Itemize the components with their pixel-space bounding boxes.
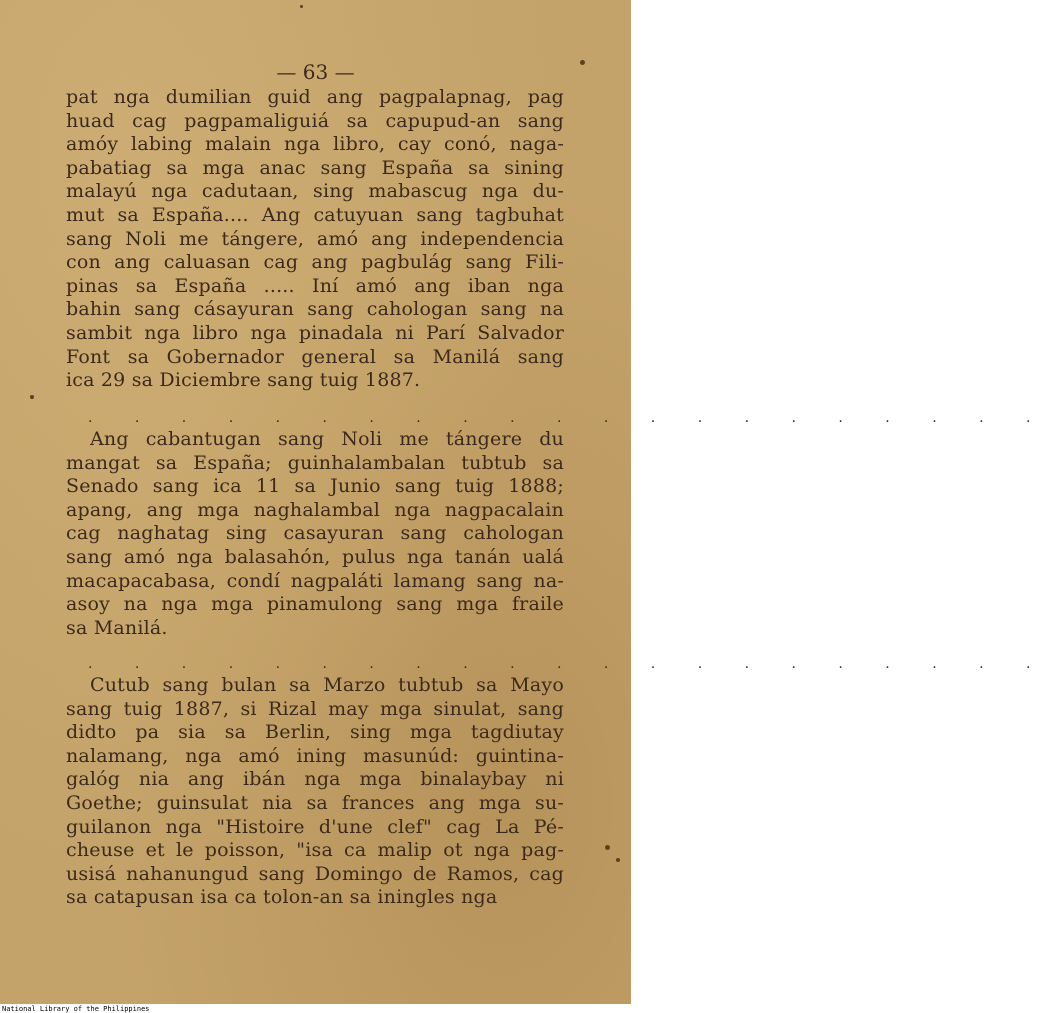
text-line: huad cag pagpamaliguiá sa capupud-an sang — [66, 109, 564, 132]
paragraph-1 — [66, 86, 564, 393]
paragraph-3 — [66, 674, 564, 910]
paper-speck — [616, 858, 620, 862]
text-line: bahin sang cásayuran sang cahologan sang na — [66, 298, 564, 321]
text-line: Goethe; guinsulat nia sa frances ang mga su- — [66, 791, 564, 814]
text-line: Senado sang ica 11 sa Junio sang tuig 1888; — [66, 475, 564, 498]
text-line: usisá nahanungud sang Domingo de Ramos, cag — [66, 862, 564, 885]
text-line: mangat sa España; guinhalambalan tubtub sa — [66, 451, 564, 474]
text-line: amóy labing malain nga libro, cay conó, naga- — [66, 133, 564, 156]
text-line: asoy na nga mga pinamulong sang mga fraile — [66, 593, 564, 616]
paper-speck — [300, 5, 303, 8]
library-credit: National Library of the Philippines — [2, 1005, 150, 1013]
text-line: cheuse et le poisson, "isa ca malip ot nga pag- — [66, 839, 564, 862]
text-line: sambit nga libro nga pinadala ni Parí Salvador — [66, 321, 564, 344]
text-line: pabatiag sa mga anac sang España sa sining — [66, 156, 564, 179]
paper-speck — [30, 395, 34, 399]
text-line: didto pa sia sa Berlin, sing mga tagdiutay — [66, 721, 564, 744]
text-line: pat nga dumilian guid ang pagpalapnag, pag — [66, 86, 564, 108]
text-line: malayú nga cadutaan, sing mabascug nga du- — [66, 180, 564, 203]
text-line: mut sa España.... Ang catuyuan sang tagbuhat — [66, 203, 564, 226]
paragraph-2 — [66, 428, 564, 640]
section-separator: . . . . . . . . . . . . . . . . . . . . . — [88, 410, 1049, 426]
text-line: Cutub sang bulan sa Marzo tubtub sa Mayo — [90, 674, 564, 696]
text-line: Font sa Gobernador general sa Manilá sang — [66, 345, 564, 368]
text-line: nalamang, nga amó ining masunúd: guintina- — [66, 744, 564, 767]
text-line: sang Noli me tángere, amó ang independencia — [66, 227, 564, 250]
text-line: ica 29 sa Diciembre sang tuig 1887. — [66, 369, 421, 392]
text-line: sang tuig 1887, si Rizal may mga sinulat, sang — [66, 697, 564, 720]
text-line: cag naghatag sing casayuran sang cahologan — [66, 522, 564, 545]
text-line: con ang caluasan cag ang pagbulág sang Fili- — [66, 251, 564, 274]
text-line: pinas sa España ..... Iní amó ang iban nga — [66, 274, 564, 297]
paper-speck — [605, 845, 610, 850]
text-line: guilanon nga "Histoire d'une clef" cag La Pé- — [66, 815, 564, 838]
text-line: sang amó nga balasahón, pulus nga tanán ualá — [66, 545, 564, 568]
section-separator: . . . . . . . . . . . . . . . . . . . . . — [88, 656, 1049, 672]
text-line: galóg nia ang ibán nga mga binalaybay ni — [66, 768, 564, 791]
text-line: sa Manilá. — [66, 616, 168, 639]
text-line: Ang cabantugan sang Noli me tángere du — [90, 428, 564, 450]
page-number: — 63 — — [276, 60, 355, 84]
text-line: macapacabasa, condí nagpaláti lamang sang na- — [66, 569, 564, 592]
text-line: sa catapusan isa ca tolon-an sa iningles nga — [66, 886, 498, 909]
text-line: apang, ang mga naghalambal nga nagpacalain — [66, 498, 564, 521]
